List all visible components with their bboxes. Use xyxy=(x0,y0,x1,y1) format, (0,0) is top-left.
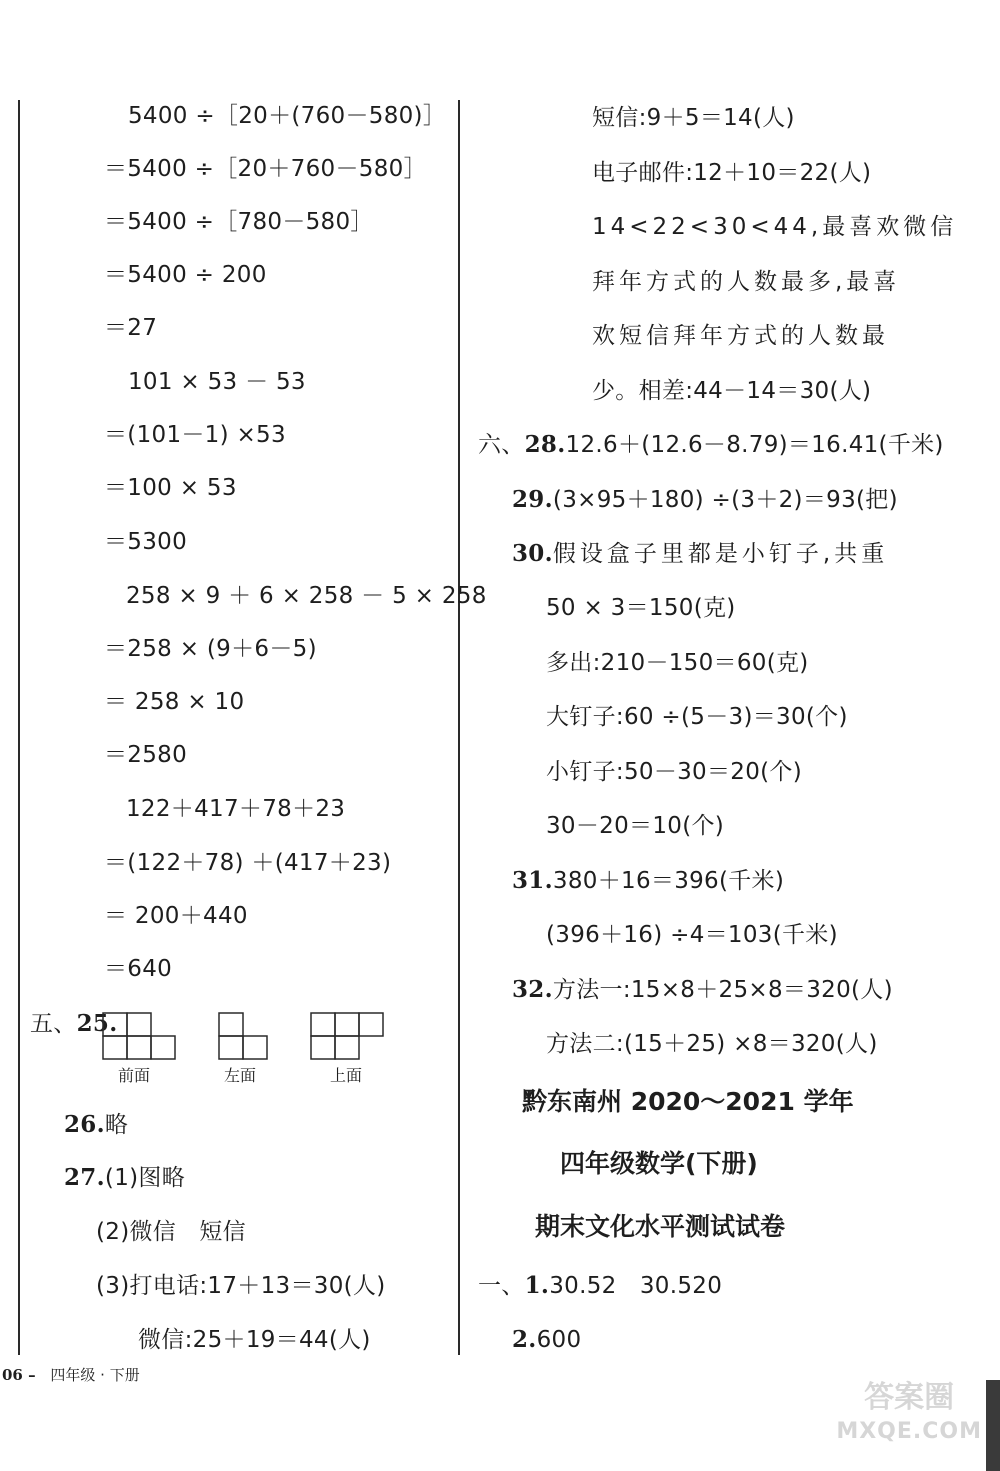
calc1-line-5: ＝27 xyxy=(104,315,158,341)
calc4-line-4: ＝640 xyxy=(104,956,173,982)
section-1-question-1 xyxy=(478,1271,722,1301)
question-30-number: 30. xyxy=(512,540,553,567)
q27-conclusion-4: 少。相差:44－14＝30(人) xyxy=(592,378,872,404)
calc1-line-1: 5400 ÷［20＋(760－580)］ xyxy=(128,103,447,129)
section-5-prefix: 五、 xyxy=(30,1011,77,1037)
question-32-method-2: 方法二:(15＋25) ×8＝320(人) xyxy=(546,1031,878,1057)
question-31-line-1: 380＋16＝396(千米) xyxy=(552,868,785,894)
section-1-q2-answer: 600 xyxy=(536,1327,582,1353)
left-margin-rule xyxy=(18,100,20,1355)
exam-title-line-1: 黔东南州 2020～2021 学年 xyxy=(522,1087,854,1116)
question-27-part-2: (2)微信 短信 xyxy=(96,1219,246,1245)
question-32-method-1: 方法一:15×8＋25×8＝320(人) xyxy=(552,977,893,1003)
exam-title-line-3: 期末文化水平测试试卷 xyxy=(535,1212,786,1241)
section-1-q2-number: 2. xyxy=(512,1326,537,1353)
question-30-line-2: 50 × 3＝150(克) xyxy=(546,595,736,621)
watermark-logo: 答案圈 xyxy=(864,1380,955,1415)
calc3-line-3: ＝ 258 × 10 xyxy=(104,689,245,715)
question-28 xyxy=(478,430,944,460)
question-27-part-1: (1)图略 xyxy=(104,1165,186,1191)
question-27-part-3: (3)打电话:17＋13＝30(人) xyxy=(96,1273,386,1299)
calc4-line-2: ＝(122＋78) ＋(417＋23) xyxy=(104,850,392,876)
exam-title-line-2: 四年级数学(下册) xyxy=(560,1149,758,1178)
question-30-line-4: 大钉子:60 ÷(5－3)＝30(个) xyxy=(546,704,848,730)
question-31 xyxy=(512,866,784,896)
calc2-line-2: ＝(101－1) ×53 xyxy=(104,422,286,448)
section-1-prefix: 一、 xyxy=(478,1273,525,1299)
front-view-drawing xyxy=(100,1010,180,1062)
question-26-number: 26. xyxy=(64,1111,105,1138)
calc2-line-3: ＝100 × 53 xyxy=(104,475,237,501)
calc3-line-2: ＝258 × (9＋6－5) xyxy=(104,636,317,662)
question-26 xyxy=(64,1110,128,1140)
calc1-line-3: ＝5400 ÷［780－580］ xyxy=(104,209,374,235)
page-footer xyxy=(2,1365,140,1385)
section-6-prefix: 六、 xyxy=(478,432,525,458)
q27-conclusion-2: 拜年方式的人数最多,最喜 xyxy=(592,269,901,295)
calc1-line-4: ＝5400 ÷ 200 xyxy=(104,262,267,288)
calc1-line-2: ＝5400 ÷［20＋760－580］ xyxy=(104,156,427,182)
calc2-line-4: ＝5300 xyxy=(104,529,188,555)
question-29-number: 29. xyxy=(512,486,553,513)
section-1-q1-number: 1. xyxy=(524,1272,550,1299)
calc4-line-1: 122＋417＋78＋23 xyxy=(126,796,346,822)
question-30-line-1: 假设盒子里都是小钉子,共重 xyxy=(552,541,889,567)
watermark xyxy=(836,1381,982,1449)
question-29 xyxy=(512,485,898,515)
question-30 xyxy=(512,539,888,569)
page-edge-shadow xyxy=(986,1380,1000,1471)
question-27 xyxy=(64,1163,185,1193)
question-32 xyxy=(512,975,893,1005)
q27-email-line: 电子邮件:12＋10＝22(人) xyxy=(592,160,872,186)
question-25-number: 25. xyxy=(76,1010,118,1037)
section-1-question-2 xyxy=(512,1325,581,1355)
question-27-wechat: 微信:25＋19＝44(人) xyxy=(138,1327,371,1353)
watermark-url: MXQE.COM xyxy=(836,1419,982,1444)
left-view-drawing xyxy=(216,1010,272,1062)
question-30-line-5: 小钉子:50－30＝20(个) xyxy=(546,759,802,785)
question-27-number: 27. xyxy=(64,1164,105,1191)
question-28-number: 28. xyxy=(524,431,566,458)
question-31-number: 31. xyxy=(512,867,553,894)
question-30-line-3: 多出:210－150＝60(克) xyxy=(546,650,809,676)
top-view-drawing xyxy=(308,1010,388,1062)
question-32-number: 32. xyxy=(512,976,553,1003)
grade-label: 四年级 · 下册 xyxy=(50,1366,140,1384)
question-31-line-2: (396＋16) ÷4＝103(千米) xyxy=(546,922,838,948)
top-view-caption: 上面 xyxy=(330,1066,363,1085)
page-number: 06 – xyxy=(2,1366,36,1384)
q27-sms-line: 短信:9＋5＝14(人) xyxy=(592,105,795,131)
front-view-caption: 前面 xyxy=(118,1066,151,1085)
q27-conclusion-1: 14<22<30<44,最喜欢微信 xyxy=(592,214,958,240)
calc2-line-1: 101 × 53 － 53 xyxy=(128,369,306,395)
question-30-line-6: 30－20＝10(个) xyxy=(546,813,725,839)
question-28-answer: 12.6＋(12.6－8.79)＝16.41(千米) xyxy=(565,432,944,458)
column-divider xyxy=(458,100,460,1355)
question-29-answer: (3×95＋180) ÷(3＋2)＝93(把) xyxy=(552,487,898,513)
q27-conclusion-3: 欢短信拜年方式的人数最 xyxy=(592,323,889,349)
calc4-line-3: ＝ 200＋440 xyxy=(104,903,248,929)
calc3-line-4: ＝2580 xyxy=(104,742,188,768)
left-view-caption: 左面 xyxy=(224,1066,257,1085)
section-1-q1-answer: 30.52 30.520 xyxy=(549,1273,723,1299)
calc3-line-1: 258 × 9 ＋ 6 × 258 － 5 × 258 xyxy=(126,583,487,609)
question-26-answer: 略 xyxy=(104,1112,129,1138)
